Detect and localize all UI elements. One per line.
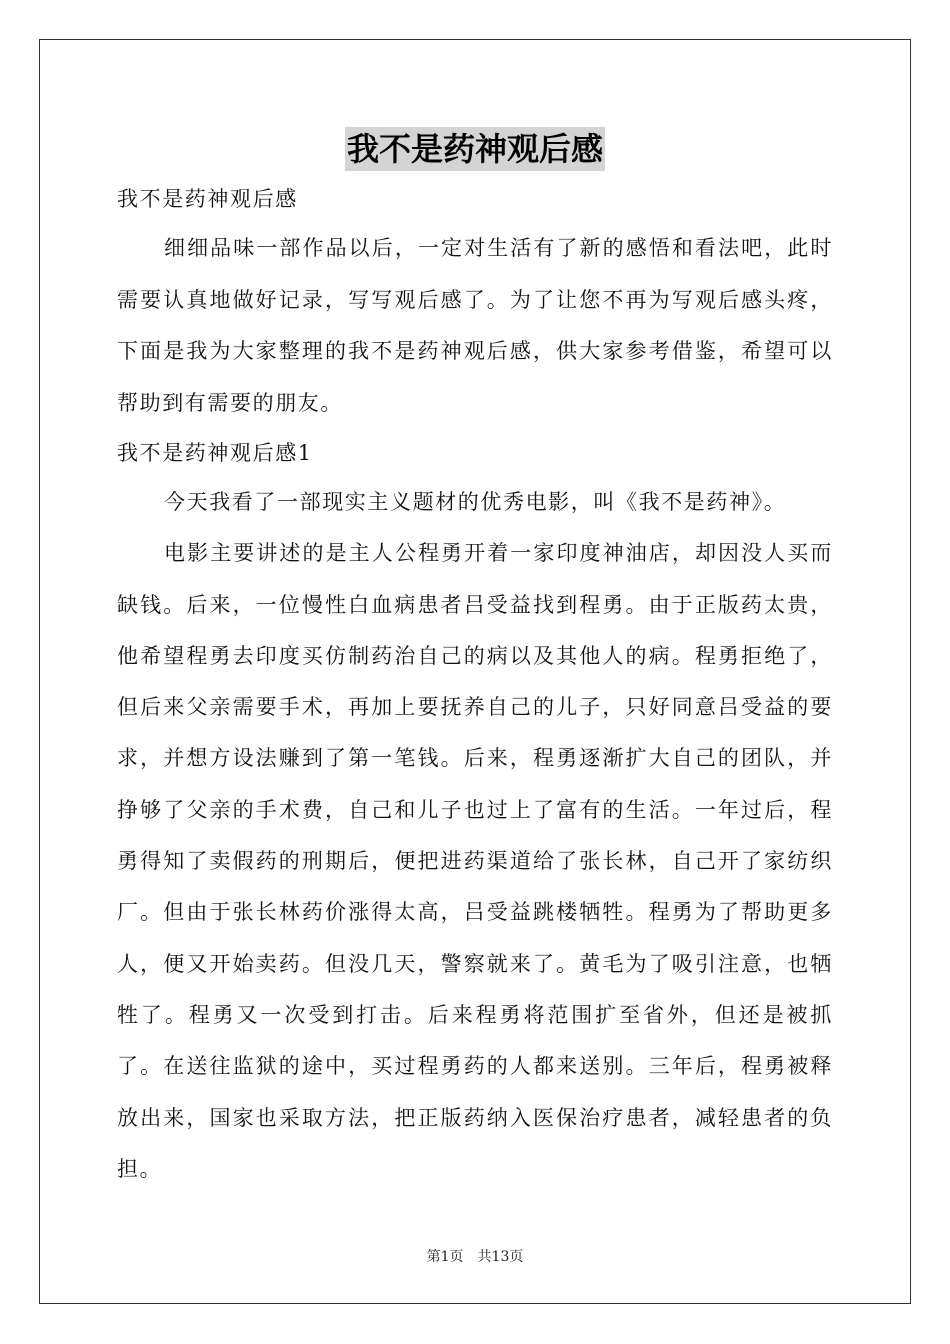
body-paragraph-2: 电影主要讲述的是主人公程勇开着一家印度神油店，却因没人买而缺钱。后来，一位慢性白血病患者吕受益找到程勇。由于正版药太贵，他希望程勇去印度买仿制药治自己的病以及其他人的病。程勇拒绝了，但后来父亲需要手术，再加上要抚养自己的儿子，只好同意吕受益的要求，并想方设法赚到了第一笔钱。后来，程勇逐渐扩大自己的团队，并挣够了父亲的手术费，自己和儿子也过上了富有的生活。一年过后，程勇得知了卖假药的刑期后，便把进药渠道给了张长林，自己开了家纺织厂。但由于张长林药价涨得太高，吕受益跳楼牺牲。程勇为了帮助更多人，便又开始卖药。但没几天，警察就来了。黄毛为了吸引注意，也牺牲了。程勇又一次受到打击。后来程勇将范围扩至省外，但还是被抓了。在送往监狱的途中，买过程勇药的人都来送别。三年后，程勇被释放出来，国家也采取方法，把正版药纳入医保治疗患者，减轻患者的负担。 xyxy=(117,541,833,1181)
document-title: 我不是药神观后感 xyxy=(345,127,605,171)
body-paragraph-1: 今天我看了一部现实主义题材的优秀电影，叫《我不是药神》。 xyxy=(164,490,787,514)
title-container xyxy=(0,127,950,171)
intro-paragraph: 细细品味一部作品以后，一定对生活有了新的感悟和看法吧，此时需要认真地做好记录，写写观后感了。为了让您不再为写观后感头疼，下面是我为大家整理的我不是药神观后感，供大家参考借鉴，希望可以帮助到有需要的朋友。 xyxy=(117,236,833,415)
document-subtitle: 我不是药神观后感 xyxy=(117,187,298,211)
page-footer: 第1页 共13页 xyxy=(426,1249,524,1265)
document-body xyxy=(117,175,833,1195)
section-heading: 我不是药神观后感1 xyxy=(117,441,313,465)
